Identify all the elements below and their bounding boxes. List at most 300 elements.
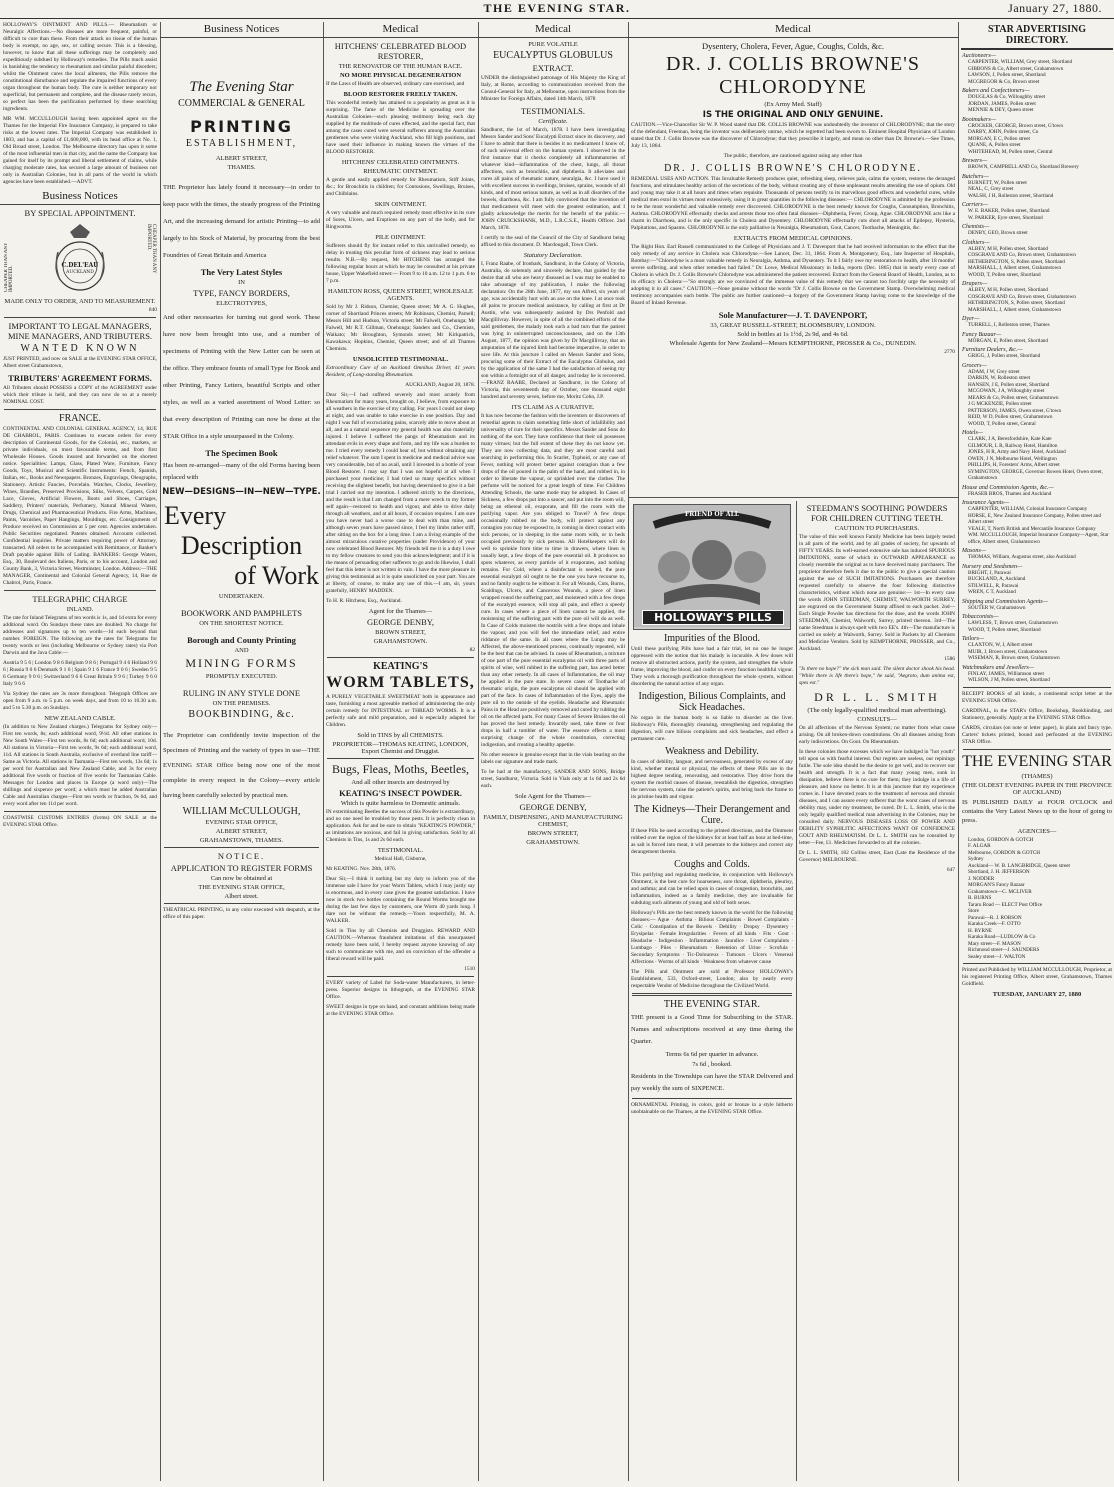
friend-of-all: FRIEND OF ALL: [684, 511, 740, 518]
extraordinary-cure: Extraordinary Cure of an Auckland Omnibus Driver, 41 years Resident, of Long-standing Rheumatism.: [326, 365, 475, 378]
rheumatic-ointment: RHEUMATIC OINTMENT.: [363, 168, 438, 175]
tributers-heading: TRIBUTERS' AGREEMENT FORMS.: [8, 373, 152, 383]
bookwork: BOOKWORK AND PAMPHLETS: [180, 608, 303, 618]
thames-label: (THAMES): [1021, 772, 1053, 780]
directory-entry: MCGREGOR & Co, Brown street: [968, 78, 1040, 85]
walker-letter: Dear Sir,—I think it nothing but my duty to inform you of the immense sale I have for your Worm Tablets, which I may justly say is enormous, and in every case gives the greatest satisfaction. I have now in stock two bottles containing the Round Worms brought me during the last few days by customers, one Worm 40 yards long. I dare not be without the remedy.—Yours respectfully, M. A. WALKER.: [326, 876, 475, 924]
directory-entry: CROCKER, GEORGE, Brown street, G'town: [968, 122, 1064, 129]
smith-text: In these colonies those excesses which we have indulged in "hot youth" tell upon us with fearful interest. Our regrets are useless, our repinings futile. The sole idea should be the desire to get well, and to recover our health and strength. It is a fact that many young men, sunk in dissipation, believe there is no cure for them; they indulge in a life of pleasure, and know no better. It is at this juncture that my experience comes in. I have devoted years to the treatment of nervous and chronic diseases, and I can assure every sufferer that the worst cases of nervous debility may, under my treatment, be cured. Dr L. L. Smith, who is the only legally qualified medical man advertising in the Colonies, may be consulted daily. NERVOUS DISEASES LOSS OF POWER AND DEBILITY SYPHILITIC AFFECTIONS WANT OF CONFIDENCE GOUT AND RHEUMATISM. Dr L. L. SMITH can be consulted by letter—Fee, £1. Medicines forwarded to all the colonies.: [799, 749, 955, 846]
agency-entry: Grahamstown—C. MCLIVER: [968, 888, 1032, 895]
directory-entry: ADAM, J W, Grey street: [968, 368, 1020, 375]
evening-star-footer-title: THE EVENING STAR: [962, 752, 1112, 770]
ruling: RULING IN ANY STYLE DONE: [182, 688, 301, 698]
worm-text: A PURELY VEGETABLE SWEETMEAT both in appearance and taste, furnishing a most agreeable method of administering the only certain remedy for INTESTINAL or THREAD WORMS. It is a perfectly safe and mild preparation, and is especially adapted for Children.: [326, 694, 475, 728]
steedman-heading: STEEDMAN'S SOOTHING POWDERS FOR CHILDREN CUTTING TEETH.: [806, 503, 948, 523]
printing-heading: PRINTING: [190, 117, 293, 136]
electrotypes: ELECTROTYPES,: [216, 300, 267, 307]
in-label: IN: [238, 279, 245, 286]
column-3: [323, 22, 479, 1481]
disease-list: Holloway's Pills are the best remedy known in the world for the following diseases:— Ague · Asthma · Bilious Complaints · Bowel Complaints · Colic · Constipation of the Bowels · Debility · Dropsy · Dysentery · Erysipelas · Female Irregularities · Fevers of all kinds · Fits · Gout · Headache · Indigestion · Inflammation · Jaundice · Liver Complaints · Lumbago · Piles · Rheumatism · Retention of Urine · Scrofula · Secondary Symptoms · Tic-Doloureux · Tumours · Ulcers · Venereal Affections · Worms of all kinds · Weakness from whatever cause: [631, 910, 793, 965]
insects-text: And all other insects are destroyed by: [351, 779, 450, 786]
agency-entry: Mary street—F. MASON: [968, 940, 1021, 947]
oldest-paper: (THE OLDEST EVENING PAPER IN THE PROVINCE OF AUCKLAND): [962, 781, 1112, 796]
agency-entry: Melbourne, GORDON & GOTCH: [968, 849, 1041, 856]
brown-street: BROWN STREET,: [527, 830, 579, 837]
tailor-emblem-ad: [4, 220, 156, 296]
notice-heading: NOTICE.: [217, 851, 266, 861]
directory-entry: TURRELL, I, Rolleston street, Thames: [968, 322, 1050, 328]
directory-entry: WOOD, T, Pollen street, Shortland: [968, 271, 1041, 278]
kidneys-text: If these Pills be used according to the printed directions, and the Ointment rubbed over the region of the kidneys for at least half an hour at bed-time, as salt is forced into meat, it will penetrate to the kidneys and correct any derangement therein.: [631, 828, 793, 855]
skin-text: A very valuable and much required remedy most effective in its cure of Sores, Ulcers, and Eruptions on any part of the body, and for Ringworms.: [326, 210, 475, 230]
section-heading: Medical: [323, 22, 478, 38]
directory-category: Chemists—: [962, 224, 990, 230]
directory-entry: BURNETT, W, Pollen street: [968, 179, 1027, 186]
france-agency-text: CONTINENTAL AND COLONIAL GENERAL AGENCY, 14, RUE DE CHABROL, PARIS. Continues to execute orders for every description of Continental Goods, for the Colonial, etc., markets, or private individuals, on most favourable terms, and from first Wholesale Houses. Goods insured and forwarded on the shortest notice. Specialities: Lamps, Glass, Plated Ware, Furniture, Fancy Goods, Toys, Musical and Scientific Instruments: French, Spanish, Italian, etc., Books and Newspapers. Bronzes, Engravings, Oleographs, Stationery. Artistic Fancies, Porcelain. Watches, Clocks, Jewellery, Wines, Brandies, Preserved Provisions, Silks, Velvets, Carpets, Gold Lace, Gloves, Artificial Flowers, Boots and Shoes, Carriages, Saddlery, Printers' materials, Perfumery, Natural Mineral Waters, Drugs, Chemical and Pharmaceutical Products. Fire Arms, Machines, Paints, Varnishes, Paper Hangings, Mouldings, etc. Consignments of Produce received on Commission at 5 per cent. Agencies undertaken. Public Securities negotiated. Patents obtained. Accounts collected. Confidential inquiries. Private matters requiring power of Attorney, transacted. All orders to be accompanied with Remittance, or Banker's Draft payable against Bills of Lading. BANKERS: George Waters, Esq., 30, Boulevard des Italiens, Paris, or to his account, London and County Bank, 3, Victoria Street, Westminster, London. Address:—THE MANAGER, Continental and Colonial General Agency, 14, Rue de Chabrol, Paris, France.: [3, 426, 157, 586]
cards-ad: CARDS, circulars (on note or letter paper), in plain and fancy type. Carters' tickets printed, bound and perforated at the EVENING STAR Office.: [962, 724, 1112, 745]
agency-entry: Sydney: [968, 856, 984, 862]
holloway-pills-illustration: [633, 504, 791, 630]
letter-to: To H. R. Hitchens, Esq., Auckland.: [326, 598, 402, 604]
no-more-degeneration: NO MORE PHYSICAL DEGENERATION: [339, 72, 462, 79]
directory-entry: MORGAN, E, Pollen street, Shortland: [968, 337, 1048, 344]
directory-entry: OWEN, J N, Melbourne Hotel, Wellington: [968, 455, 1057, 462]
telegraph-rates-table: Austria 9 5 6 | London 9 8 6 Belgium 9 8 6 | Portugal 9 4 6 Holland 9 6 6 | Russia 9 0 6 Denmark 9 1 6 | Spain 9 1 6 France 9 0 6 | Sweden 9 5 6 Germany 9 0 6 | Switzerland 9 6 6 Great Britain 9 9 6 | Turkey 9 6 0 Italy 9 6 6: [3, 660, 157, 687]
chlorodyne-title: DR. J. COLLIS BROWNE'S CHLORODYNE: [666, 53, 920, 98]
directory-entry: J G MCKENZIE, Pollen street: [968, 401, 1032, 407]
ad-number: 840: [148, 307, 157, 313]
eucalyptus-heading: EUCALYPTUS GLOBULUS: [493, 50, 613, 61]
directory-entry: BUCKLAND, A, Auckland: [968, 576, 1026, 582]
remedial-uses: REMEDIAL USES AND ACTION. This Invaluable Remedy produces quiet, refreshing sleep, relieves pain, calms the system, restores the deranged functions, and stimulates healthy action of the secretions of the body, without creating any of those unpleasant results attending the use of opium. Old and young may take it at all hours and times when requisite. Thousands of persons testify to its marvellous good effects and wonderful cures, while medical men extol its virtues most extensively, using it in great quantities in the following diseases:— CHLORODYNE is admitted by the profession to be the most wonderful and valuable remedy ever discovered. CHLORODYNE is the best remedy known for Coughs, Consumption, Bronchitis, Asthma. CHLORODYNE effectually checks and arrests those too often fatal diseases—Diphtheria, Fever, Croup, Ague. CHLORODYNE acts like a charm in Diarrhoea, and is the only specific in Cholera and Dysentery. CHLORODYNE effectually cuts short all attacks of Epilepsy, Hysteria, Palpitations, and Spasms. CHLORODYNE is the only palliative in Neuralgia, Rheumatism, Gout, Cancer, Toothache, Meningitis, &c.: [631, 176, 955, 231]
reward-caution: Sold in Tins by all Chemists and Druggists. REWARD AND CAUTION.—Whereas fraudulent imitations of this unsurpassed remedy have been sold, I hereby request anyone knowing of any such to communicate with me, and on conviction of the offender a liberal reward will be paid.: [326, 928, 475, 962]
directory-category: Carriers—: [962, 202, 989, 208]
chlorodyne-subheading: Dysentery, Cholera, Fever, Ague, Coughs, Colds, &c.: [701, 41, 885, 51]
brown-street: BROWN STREET,: [375, 629, 426, 636]
directory-entry: COSGRAVE AND Co, Brown street, Grahamstown: [968, 252, 1076, 258]
beetles-text: IN exterminating Beetles the success of this Powder is extraordinary, and no one need be troubled by those pests. It is perfectly clean in application. Ask for and be sure to obtain "KEATING'S POWDER," as imitations are noxious, and fail in giving satisfaction. Sold by all Chemists in Tins, 1s and 2s 6d each.: [326, 809, 475, 843]
specimen-book: The Specimen Book: [205, 448, 278, 458]
telegraph-rates-text: The rate for Inland Telegrams of ten words is 1s, and 1d extra for every additional word. On Sundays these rates are doubled. No charge for addresses and signatures up to ten words—1d each beyond that number. FOREIGN. The following are the rates for Telegrams for twenty words or less (including Melbourne or Sydney rates) via Port Darwin and the Java Cable:—: [3, 615, 157, 656]
hitchens-heading: HITCHENS' CELEBRATED BLOOD RESTORER,: [334, 41, 467, 61]
ornamental-printing: ORNAMENTAL Printing, in colors, gold or bronze in a style hitherto unobtainable on the Thames, at the EVENING STAR Office.: [631, 1102, 793, 1115]
albert-street-2: ALBERT STREET,: [215, 828, 268, 835]
can-obtain: Can now be obtained at: [210, 875, 273, 882]
smith-address: Dr L. L. SMITH, 182 Collins street, East (Late the Residence of the Governor) MELBOURNE.: [799, 850, 955, 863]
directory-entry: GIBBONS & Co, Albert street, Grahamstown: [968, 65, 1064, 72]
weakness-heading: Weakness and Debility.: [665, 746, 759, 757]
and-label: AND: [234, 647, 249, 654]
sweet-designs-ad: SWEET designs in type on hand, and constant additions being made at the EVENING STAR Office.: [326, 1004, 475, 1017]
grahamstown-thames: GRAHAMSTOWN, THAMES.: [199, 837, 284, 844]
receipt-books-ad: RECEIPT BOOKS of all kinds, a continental script letter at the EVENING STAR Office.: [962, 690, 1112, 704]
directory-list: [959, 53, 1114, 684]
directory-entry: WOOD, T, Pollen street, Central: [968, 420, 1036, 427]
agent-thames: Agent for the Thames—: [368, 608, 433, 615]
section-heading: Medical: [628, 22, 958, 38]
genuine-text: No other essence is genuine except that in the vials bearing on the labels our signature and trade mark.: [481, 752, 625, 765]
directory-entry: HETHERINGTON, S, Pollen street, Shortland: [968, 300, 1065, 306]
directory-entry: QUANE, A, Pollen street: [968, 142, 1021, 148]
of-work-heading: of Work: [234, 561, 319, 590]
terms-text: Terms 6s 6d per quarter in advance.: [665, 1051, 759, 1058]
townships-text: Residents in the Townships can have the STAR Delivered and pay weekly the sum of SIXPENCE.: [631, 1073, 793, 1092]
newspaper-title: THE EVENING STAR.: [483, 1, 631, 15]
undertaken: UNDERTAKEN.: [218, 593, 265, 600]
coastwise-customs-ad: COASTWISE CUSTOMS ENTRIES (forms) ON SALE at the EVENING STAR Office.: [3, 815, 157, 828]
pile-ointment: PILE OINTMENT.: [375, 234, 426, 241]
sold-tins: Sold in TINS by all CHEMISTS.: [357, 732, 444, 739]
mining-forms: MINING FORMS: [185, 656, 298, 670]
appointment-title: BY SPECIAL APPOINTMENT.: [24, 208, 136, 218]
town-clerk-text: I certify to the seal of the Council of the City of Sandhurst being affixed to this document. D. Macdougall, Town Clerk.: [481, 235, 625, 248]
directory-entry: SOUTER W, Grahamstown: [968, 604, 1026, 611]
directory-category: Butchers—: [962, 173, 989, 180]
indigestion-heading: Indigestion, Bilious Complaints, and Sick Headaches.: [638, 691, 786, 713]
agency-entry: Auckland— W. B. LANGBRIDGE, Queen street: [968, 862, 1071, 869]
directory-entry: CLARK, J A, Beresfordshire, Kate Kate: [968, 436, 1052, 442]
directory-entry: COSGRAVE AND Co, Brown street, Grahamstown: [968, 293, 1076, 300]
register-forms: APPLICATION TO REGISTER FORMS: [170, 863, 313, 873]
insect-powder: KEATING'S INSECT POWDER.: [339, 788, 462, 798]
directory-entry: LAWLESS, T, Brown street, Grahamstown: [968, 620, 1058, 626]
directory-category: Brewers—: [962, 158, 988, 164]
directory-category: Furniture Dealers, &c.—: [962, 347, 1023, 353]
thames: THAMES.: [227, 164, 256, 171]
medical-opinions: The Right Hon. Earl Russell communicated to the College of Physicians and J. T. Davenport that he had received information to the effect that the only remedy of any service in Cholera was Chlorodyne.—See Lancet, Dec. 31, 1864. From A. Montgomery, Esq., late Inspector of Hospitals, Bombay:—"Chlorodyne is a most valuable remedy in Neuralgia, Asthma, and Dysentery. To it I fairly owe my restoration to health, after 18 months' severe suffering, and when other remedies had failed." Dr. Lowe, Medical Missionary in India, reports (Dec. 1865) that in nearly every case of Cholera in which Dr. J. Collis Browne's Chlorodyne was administered the patient recovered. Extract from the General Board of Health, London, as to its efficacy in Cholera:—"So strongly are we convinced of the immense value of this remedy that we cannot too forcibly urge the necessity of adopting it in all cases." CAUTION.—None genuine without the words "Dr J. Collis Browne on the Government Stamp. Overwhelming medical testimony accompanies each bottle. The public are further cautioned—a forgery of the Government Stamp having come to the knowledge of the Board of Inland Revenue.: [631, 244, 955, 306]
directory-entry: FRASER BROS, Thames and Auckland: [968, 490, 1052, 497]
subscribe-text: THE present is a Good Time for Subscribing to the STAR. Names and subscriptions received at any time during the Quarter.: [631, 1014, 793, 1045]
coat-of-arms-emblem: [48, 222, 112, 294]
grahamstown: GRAHAMSTOWN.: [526, 839, 580, 846]
directory-entry: WALSH, J H, Rolleston street, Shortland: [968, 192, 1054, 199]
evening-star-blackletter: The Evening Star: [189, 79, 294, 95]
nz-cable-text: (In addition to New Zealand charges.) Telegrams for Sydney only—First ten words, 8s; each additional word, 9½d. All other stations in New South Wales—First ten words, 8s 6d; each additional word, 10d. All stations in Victoria—First ten words, 9s 6d; each additional word, 11d. All stations in South Australia, exclusive of overland line tariff—Same as Victoria. All stations in Tasmania—First ten words, 13s 6d; 1s per word for Australian and New Zealand Cable, and 3s for every additional five words or fraction of five words for Tasmanian Cable. Messages for London and places in Europe (a word only)—The shillings and sixpence per word; a which must be added Australian Cable and Australian charges—First ten words or fraction, 9s 6d, and every word after ten 11d per word.: [3, 724, 157, 807]
grahamstown: GRAHAMSTOWN.: [373, 638, 428, 645]
directory-category: Dyer—: [962, 316, 980, 322]
cardinal-ad: CARDINAL, in the STAR's Office, Bookshop, Bookbinding, and Stationery, generally. Apply at the EVENING STAR Office.: [962, 707, 1112, 721]
keatings-heading: KEATING'S: [373, 661, 428, 672]
directory-entry: MUIR, J, Brown street, Grahamstown: [968, 648, 1048, 655]
kidneys-heading: The Kidneys—Their Derangement and Cure.: [633, 804, 791, 826]
label-ad: EVERY variety of Label for Soda-water Manufacturers, in letter-press. Superior designs in lithograph, at the EVENING STAR Office.: [326, 980, 475, 1000]
specimen-text: Has been re-arranged—many of the old Forms having been replaced with: [163, 462, 320, 481]
france-heading: FRANCE.: [59, 413, 101, 424]
ad-number-647: 647: [946, 867, 955, 873]
issue-date: January 27, 1880.: [1008, 1, 1102, 15]
directory-category: Grocers—: [962, 362, 987, 369]
statutory-heading: Statutory Declaration.: [523, 252, 583, 259]
directory-category: House and Commission Agents, &c.—: [962, 484, 1054, 491]
directory-entry: WM. MCCULLOUGH, Imperial Insurance Company—Agent, Star office, Albert street, Grahamstown: [968, 532, 1109, 545]
bottle-prices: Sold in bottles at 1s 1½d, 2s 9d, and 4s 6d.: [737, 331, 849, 338]
nz-cable-heading: NEW ZEALAND CABLE.: [44, 715, 116, 722]
evening-star-heading: THE EVENING STAR.: [663, 999, 761, 1010]
directory-entry: WISEMAN, R, Brown street, Grahamstown: [968, 655, 1060, 661]
agency-entry: Sealey street—J. WALTON: [968, 953, 1026, 960]
wanted-text: JUST PRINTED, and now on SALE at the EVENING STAR OFFICE, Albert street Grahamstown,: [3, 356, 157, 369]
on-premises: ON THE PREMISES.: [212, 700, 271, 707]
establishment-heading: ESTABLISHMENT,: [185, 138, 298, 149]
cherub-pillbox-image: [634, 505, 790, 627]
directory-entry: MEARS & Co, Pollen street, Grahamstown: [968, 394, 1059, 401]
bookbinding: BOOKBINDING, &c.: [188, 709, 295, 720]
raabe-declaration: I, Franz Raabe, of Ironbark, Sandhurst, in the Colony of Victoria, Australia, do solemnly and sincerely declare, that guided by the desire that all who are heavy diseased as I was may be enabled to take advantage of my publication, I make the following declaration: On the 28th June, 1877, my son Alfred, six years of age, was accidentally hurt with an axe on the knee. I at once took all pains to procure medical assistance, by calling at first at Dr Austin, who was subsequently assisted by Drs Penfold and Macgillivray. However, in spite of all the combined efforts of the said gentlemen, the malady took such a bad turn that the patient was lying in uninterrupted unconsciousness, and on the 13th August, 1877, the opinion was given by Dr Macgillivray, that an amputation of the injured limb had become imperative, in order to save life. At this juncture I called on Messrs Sander and Sons, procuring some of their Extract of the Eucalyptus Globulus, and by the application of the same I had the satisfaction of seeing my son within a fortnight out of all danger, and today he is recovered.—FRANZ RAABE, Declared at Sandhurst, in the Colony of Victoria, this seventeenth day of October, one thousand eight hundred and seventy seven, before me, Moritz Cohn, J.P.: [481, 261, 625, 400]
directory-category: Bakers and Confectioners—: [962, 88, 1030, 94]
ad-number-1586: 1586: [944, 656, 955, 662]
directory-entry: DARBY, JOHN, Pollen street, Co: [968, 129, 1039, 135]
directory-entry: JORDAN, JAMES, Pollen street: [968, 100, 1036, 107]
directory-category: Nursery and Seedsmen—: [962, 563, 1023, 570]
inland-heading: INLAND.: [66, 606, 94, 613]
original-genuine: IS THE ORIGINAL AND ONLY GENUINE.: [702, 110, 884, 120]
directory-entry: MORGAN, E C, Pollen street: [968, 135, 1030, 142]
agency-entry: London, GORDON & GOTCH: [968, 836, 1034, 843]
directory-entry: DARKIN, W, Rolleston street: [968, 375, 1031, 381]
column-4: [478, 22, 629, 1481]
cruickshank-text: Sandhurst, the 1st of March, 1878. I have been investigating Messrs Sander and Sons' Eucalypti Extract since its discovery, and I have to admit that there is besides it no medicament I know of, of such universal effect on the human system. I observed in the first instance that it checks completely all inflammatories of whatever kind—inflammation of the chest, lungs, all throat affections, such as bronchitis, and diphtheria. It alleviates and cures all pains of rheumatic nature, neuralgia, &c. I have used it with excellent success in swellings, bruises, sprains, wounds of all kinds, and of most serious nature, as well as in all disorders of the bowels, diarrhoea, &c. I am fully convinced that the invention of that medicament will meet with the greatest estimation, and I gladly acknowledge the merits for the benefit of the public.—JOHN CRUICKSHANK, M.D., L.R.C.S.E., Health Officer. 2nd March, 1878.: [481, 127, 625, 231]
published-text: IS PUBLISHED DAILY at FOUR O'CLOCK and contains the Very Latest News up to the hour of going to press.: [962, 798, 1112, 824]
blood-restorer: BLOOD RESTORER FREELY TAKEN.: [343, 91, 458, 98]
directory-entry: HANSEN, J E, Pollen street, Shortland: [968, 381, 1050, 388]
agency-entry: Richmond street—J. SAUNDERS: [968, 947, 1040, 953]
coughs-heading: Coughs and Colds.: [674, 859, 750, 870]
albert-street: ALBERT STREET,: [215, 155, 268, 162]
cautioned-text: The public, therefore, are cautioned against using any other than: [723, 153, 863, 159]
directory-entry: WOOD, T, Pollen street, Shortland: [968, 626, 1041, 633]
cdeleau-city: AUCKLAND: [66, 270, 94, 275]
column-6: [796, 501, 959, 1481]
directory-entry: NEAL, C, Grey street: [968, 186, 1014, 192]
directory-entry: STILWELL, R, Parawai: [968, 582, 1019, 589]
keating-proprietor: PROPRIETOR—THOMAS KEATING, LONDON, Export Chemist and Druggist.: [332, 741, 469, 755]
directory-category: Masons—: [962, 548, 987, 554]
directory-category: Watchmakers and Jewellers—: [962, 664, 1035, 671]
holloways-pills-banner: HOLLOWAY'S PILLS: [642, 610, 784, 625]
agency-entry: H. BYRNE: [968, 927, 992, 934]
latest-styles: The Very Latest Styles: [200, 267, 283, 277]
consults-label: CONSULTS—: [857, 716, 897, 723]
column-1: [0, 22, 161, 1481]
consults-text: On all affections of the Nervous System; no matter from what cause arising. On all broken-down constitutions. On all diseases arising from early indiscretions. On Gout. On Rheumatism.: [799, 725, 955, 745]
section-heading: Business Notices: [160, 22, 323, 38]
rheumatic-text: A gentle and easily applied remedy for Rheumatism, Stiff Joints, &c.; for Bronchitis in children; for Contusions, Swellings, Bruises, and Chilblains.: [326, 177, 475, 197]
skin-ointment: SKIN OINTMENT.: [374, 201, 427, 208]
agency-entry: Tararu Road — ELECT Post Office: [968, 901, 1043, 908]
agency-entry: Parawai—R. J. ROBSON: [968, 914, 1022, 921]
booked-text: 7s 6d , booked.: [692, 1061, 732, 1068]
directory-category: Auctioneers—: [962, 53, 996, 59]
directory-entry: LAWSON, J, Pollen street, Shortland: [968, 72, 1046, 78]
bugs-heading: Bugs, Fleas, Moths, Beetles,: [332, 762, 469, 776]
tributers-text: All Tributers should POSSESS a COPY of the AGREEMENT under which their tribute is held, and they can now do so at a merely NOMINAL COST.: [3, 385, 157, 405]
directory-category: Insurance Agents—: [962, 500, 1010, 506]
made-to-order: MADE ONLY TO ORDER, AND TO MEASUREMENT.: [4, 298, 156, 305]
certificate-heading: Certificate.: [538, 118, 568, 125]
directory-entry: HETHERINGTON, S, Pollen street, Shortland: [968, 258, 1065, 265]
directory-entry: WREN, C T, Auckland: [968, 589, 1016, 595]
directory-entry: PHILLIPS, H, Foresters' Arms, Albert street: [968, 462, 1060, 468]
eso-label-2: THE EVENING STAR OFFICE,: [198, 884, 285, 891]
section-heading: Medical: [478, 22, 628, 38]
pure-volatile: PURE VOLATILE: [528, 41, 578, 48]
directory-entry: FINLAY, JAMES, Williamson street: [968, 670, 1044, 677]
impurities-text: Until these purifying Pills have had a fair trial, let no one be longer oppressed with the notion that his malady is incurable. A few doses will remove all obstructed actions, purify the system, and strengthen the whole frame, improving the blood, and confer on every function healthful vigour. They work a thorough purification throughout the whole system, without disordering the natural action of any organ.: [631, 646, 793, 687]
directory-entry: W. E. BAKER, Pollen street, Shortland: [968, 208, 1050, 214]
directory-category: Tailors—: [962, 636, 985, 642]
directory-entry: HORSE, E, New Zealand Insurance Company, Pollen street and Albert street: [968, 512, 1101, 525]
column-2: [160, 22, 324, 1481]
ex-army: (Ex Army Med. Staff): [764, 101, 822, 108]
patronage-text: UNDER the distinguished patronage of His Majesty the King of Italy, at Rome, according to communication received from the Consul-General for Italy, at Melbourne, upon instructions from the Minister for Foreign Affairs, dated 14th March, 1878: [481, 75, 625, 102]
legal-managers-heading: IMPORTANT TO LEGAL MANAGERS, MINE MANAGERS, AND TRIBUTERS.: [7, 321, 153, 341]
printed-by: Printed and Published by WILLIAM MCCULLOUGH, Proprietor, at his registered Printing Office, Albert street, Grahamstown, Thames Goldfield.: [962, 967, 1112, 987]
inspection-text: The Proprietor can confidently invite inspection of the Specimen of Printing and the variety of types in use—THE EVENING STAR Office being now one of the most complete in every respect in the Colony—every article having been carefully selected by practical men.: [163, 732, 320, 799]
pile-text: Sufferers should fly for instant relief to this unrivalled remedy, so delay in treating this peculiar form of sickness may lead to serious results. N.B.—By request, Mr HITCHENS has arranged the following regular hours at which he may be consulted at his private house, Upper Wakefield street:— From 9 to 10 a.m. 12 to 1 p.m. 6 to 7 p.m.: [326, 243, 475, 284]
directory-entry: BRIGHT, J, Parawai: [968, 569, 1011, 576]
directory-category: Drapers—: [962, 281, 988, 287]
directory-entry: MENNIE & DEY, Queen street: [968, 107, 1034, 113]
impurities-heading: Impurities of the Blood.: [663, 633, 761, 644]
column-7: [958, 22, 1114, 1481]
harmless: Which is quite harmless to Domestic animals.: [340, 800, 461, 807]
directory-entry: BROWN, CAMPBELL AND Co, Shortland Brewery: [968, 164, 1079, 170]
every-heading: Every: [164, 501, 227, 530]
hamilton-agents: HAMILTON ROSS, QUEEN STREET, WHOLESALE AGENTS.: [328, 288, 473, 302]
directory-entry: GILMOUR, L R, Railway Hotel, Hamilton: [968, 442, 1058, 449]
directory-entry: CARPENTER, WILLIAM, Grey street, Shortland: [968, 59, 1073, 65]
wanted-known-heading: WANTED KNOWN: [20, 343, 140, 354]
column-5: [628, 501, 797, 1481]
directory-entry: SYMINGTON, GEORGE, Governor Bowen Hotel, Owen street, Grahamstown: [968, 468, 1103, 481]
madden-letter: Dear Sir,—I had suffered severely and most acutely from Rheumatism for many years, brought on, I believe, from exposure to all weathers in the exercise of my calling. For years I could not sleep at night, and was unable to take exercise in one position. Day and night I was full of excruciating pains, scarcely able to move about at all, and as a natural sequence my general health was also materially injured. I believe I suffered the pangs of Rheumatism and its attendant evils in every shape and form, and my life was a burden to me. I tried every remedy I could hear of, but without obtaining any relief whatever. The sum I spent in medicine and medical advice was very considerable, but of no avail, until I invested in a bottle of your Blood Restorer. I may say that I was not hopeful at all when I purchased your medicine; I had tried so many specifics without receiving the slightest benefit, but having determined to give it a fair trial I carried out my intention. I adhered strictly to the directions, and the result is that I am changed from a mere wreck to my former self again—restored to health and vigour, and able to drive daily through all weathers, and at all hours, if occasion requires. I am sure you have never had a worse case to deal with than mine, and although seven years have passed since, I feel my limbs rather stiff, after sitting on the box for a long time. I am a living example of the almost miraculous curative properties (under Providence) of your now celebrated Blood Restorer. My friends tell me it is a duty I owe to my fellow creatures to send you this acknowledgment; and if it is the means of persuading other sufferers to go and do likewise, I shall feel that this letter is not written in vain. I have the more pleasure in giving this testimonial as it is quite unsolicited on your part. You are at liberty, of course, to make any use of this.—I am, sir, yours gratefully, HENRY MADDEN.: [326, 392, 475, 594]
testimonial-heading: TESTIMONIAL.: [377, 847, 424, 854]
sellers-text: Sold by Mr J. Ridson, Chemist, Queen street; Mr A. G. Hughes, corner of Shortland Princes streets; Mr Robinson, Chemist, Parnell; Messrs Hill and Hudson, Victoria street; Mr Falwell, Onehunga; Mr Falwell, Mr R.T. Gillman, Onehunga; Sanders and Co., Chemists, Waikato; Mr Broughton, Symonds street; Mr Kirkpatrick, Kawakawa; Hopkins, Chemist, Queen street; and of all Thames Chemists.: [326, 304, 475, 352]
caution-text: CAUTION.—Vice-Chancellor Sir W. P. Wood stated that DR. COLLIS BROWNE was undoubtedly the inventor of CHLORODYNE; that the story of the defendant, Freeman, being the inventor was deliberately untrue, which he regretted had been sworn to. Eminent Hospital Physicians of London stated that Dr. J. Collis Browne was the discoverer of Chlorodyne; that they prescribe it largely, and mean no other than Dr. Browne's.—See Times, July 13, 1864.: [631, 122, 955, 149]
medical-hall: Medical Hall, Gisborne,: [374, 856, 427, 862]
albert-street-3: Albert street.: [224, 893, 259, 900]
claim-heading: ITS CLAIM AS A CURATIVE.: [511, 404, 595, 411]
directory-category: Hotels—: [962, 430, 983, 436]
cdeleau-name: C.DEL'EAU: [61, 262, 99, 269]
theatrical-printing: THEATRICAL PRINTING, in any color executed with despatch, at the office of this paper.: [163, 907, 320, 920]
directory-entry: DENBY, GEO, Brown street: [968, 230, 1028, 236]
directory-entry: WILSON, J M, Pollen street, Shortland: [968, 677, 1050, 683]
steedman-text: The value of this well known Family Medicine has been largely tested in all parts of the world, and by all grades of society, for upwards of FIFTY YEARS. Its well-earned extensive sale has induced SPURIOUS IMITATIONS, some of which in OUTWARD APPEARANCE so closely resemble the original as to have deceived many purchasers. The proprietor therefore feels it due to the public to give a special caution against the use of SUCH IMITATIONS. Purchasers are therefore requested carefully to observe the four following distinctive characteristics, without which none are genuine:— 1st—In every case the words JOHN STEEDMAN, CHEMIST, WALWORTH SURREY, are engraved on the Government Stamp affixed to each packet. 2nd—Each Single Powder has directions for the dose, and the words JOHN STEEDMAN, Chemist, Walworth, Surrey, printed thereon. 3rd—The name Steedman is always spelt with two EE's. 4th—The manufacture is carried on solely at Walworth, Surrey. Sold in Packets by all Chemists and Medicine Vendors. Sold by KEMPTHORNE, PROSSER, and Co., Auckland.: [799, 534, 955, 652]
coughs-text: This purifying and regulating medicine, in conjunction with Holloway's Ointment, is the best cure for hoarseness, sore throat, diphtheria, pleurisy, and asthma; and can be relied upon in cases of congestion, bronchitis, and inflammation, indeed as a family medicine, they are invaluable for subduing such ailments of young and old of both sexes.: [631, 872, 793, 906]
curative-text: It has now become the fashion with the inventors or discoverers of remedial agents to claim something little short of infallibility and universality of cure for their specifics. Messrs Sander and Sons do nothing of the sort. They have confidence that their oil possesses many virtues; but the full extent of these they do not know yet. They are now collecting data, and they are most careful and searching in performing this. In Scarlet, Typhoid, or any case of Fever, nothing will protect better against contagion than a few drops of the oil poured in the palm of the hand, and rubbed in, in order to liberate the vapour, or sprinkled over the clothes. The perfume will be noticed for a great length of time. For Children Attending Schools, the same mode may be adopted. In Cases of Sickness, a few drops put into a saucer, and put into the room will, being an ethereal oil, evaporate, and fill the room with the purifying vapor. Are you obliged to Travel? A few drops occasionally rubbed on the body, will protect against any contagion you may be exposed to, in coming in direct contact with sick persons, or in sleeping in the same room with, or in beds occupied previously by sick persons. All Hotelkeepers will do well to sprinkle from time to time in drawers, where linen is usually kept, a few drops of the pure essential oil. It produces no spots whatever, as every particle of it evaporates, and nothing remains. For Cold, where a disinfectant is needed, the pure essential eucalypti oil ought to be the one you have recourse to, and no family ought to be without it. For all Wounds, Cuts, Burns, Scaldings, Ulcers, and Cancerous Wounds, a piece of linen wrapped round the suffering part, and moistened with a few drops of the eucalypti essence, will stop all pain, and effect a speedy cure. In cases where a piece of linen cannot be applied, the moistening of the suffering part with the pure oil will do as well. In Case of Colds moisten the nostrils with a few drops and inhale the vapour, and you will feel the immediate relief, and entire riddance of the same. In all cases where the Lungs may be Affected, the above-mentioned process, continually repeated, will be the best that can be advised. In cases of Rheumatism, a mixture of one part of the pure essential eucalyptus oil with three parts of spirits of wine, well rubbed in the suffering part, has acted better than any other remedy. In all cases of Inflammation, the oil may be applied in the pure state. In severe cases of Toothache of rheumatic origin, the pure eucalyptus oil should be applied with part of the face. In cases of Inflammation of the Eyes, apply the pure oil to the outside of the eyelids. Headache and Rheumatic Pains in the Head are positively removed and cured by rubbing the oil on the affected parts. For many Cases of Severe Bruises the oil has proved the best remedy. Inwardly used, take three or four drops in half a tumbler of water. The essence effects a most surprising change of the whole constitution, correcting indigestion, and creating a healthy appetite.: [481, 413, 625, 748]
shortest-notice: ON THE SHORTEST NOTICE.: [199, 620, 284, 627]
directory-category: Clothiers—: [962, 239, 990, 246]
directory-entry: WHITEHEAD, M, Pollen street, Central: [968, 148, 1053, 155]
promptly-executed: PROMPTLY EXECUTED.: [205, 673, 278, 680]
agency-entry: Shortland, J. H. JEFFERSON: [968, 869, 1030, 875]
directory-entry: ALBEY, M H, Pollen street, Shortland: [968, 245, 1049, 252]
directory-category: Tobacconists—: [962, 614, 999, 620]
telegraph-hours-text: Via Sydney the rates are 3s more throughout. Telegraph Offices are open from 9 a.m. to 5 p.m. on week days, and from 10 to 10.30 a.m. and 5 to 5.30 p.m. on Sundays.: [3, 691, 157, 711]
caution-purchasers: CAUTION TO PURCHASERS.: [834, 525, 920, 532]
agency-entry: J. NODDER: [968, 875, 995, 882]
davenport-address: 33, GREAT RUSSELL-STREET, BLOOMSBURY, LONDON.: [710, 322, 876, 329]
directory-entry: CARPENTER, WILLIAM, Colonial Insurance Company: [968, 506, 1088, 512]
directory-entry: GRIGG, J, Pollen street, Shortland: [968, 353, 1041, 359]
worm-tablets: WORM TABLETS,: [326, 674, 475, 691]
nz-wholesale: Wholesale Agents for New Zealand—Messrs KEMPTHORNE, PROSSER & Co., DUNEDIN.: [669, 340, 917, 347]
directory-entry: VEALE, T, North British and Mercantile Insurance Company: [968, 525, 1096, 532]
mr-keating: Mr KEATING. Nov. 28th, 1876.: [326, 866, 397, 872]
commercial-general: COMMERCIAL & GENERAL: [178, 98, 305, 109]
ad-number-1510: 1510: [464, 966, 475, 972]
cheaper-right: CHEAPER THAN ANY IMPORTED.: [146, 224, 156, 274]
sick-man-verse: "Is there no hope?" the sick man said. The silent doctor shook his head. "While there is life there's hope," he said, "Aegroto, dum anima est, spes est.": [799, 666, 955, 686]
description-heading: Description: [180, 531, 303, 560]
dr-smith-heading: DR L. L. SMITH: [814, 690, 940, 704]
directory-entry: W. PARKER, Eyre street, Shortland: [968, 214, 1043, 221]
agency-entry: F. ALGAR: [968, 843, 991, 849]
ointments-heading: HITCHENS' CELEBRATED OINTMENTS.: [341, 159, 460, 166]
masthead: [0, 0, 1114, 19]
ad-number-2770: 2770: [944, 349, 955, 355]
extracts-heading: EXTRACTS FROM MEDICAL OPINIONS.: [733, 235, 853, 242]
renovator: THE RENOVATOR OF THE HUMAN RACE.: [338, 63, 463, 70]
unsolicited-heading: UNSOLICITED TESTIMONIAL.: [352, 356, 449, 363]
agencies-list: [959, 837, 1114, 961]
indigestion-text: No organ in the human body is so liable to disorder as the liver. Holloway's Pills, thoroughly cleansing, strengthening and regulating the digestion, will cure bilious complaints and sick headaches, and effect a permanent cure.: [631, 715, 793, 742]
directory-entry: REID, W D, Pollen street, Grahamstown: [968, 414, 1053, 420]
borough-printing: Borough and County Printing: [187, 635, 296, 645]
george-denby: GEORGE DENBY,: [519, 802, 587, 812]
mccullough-insurance-notice: MR WM. MCCULLOUGH having been appointed agent on the Thames for the Imperial Fire Insurance Company, is prepared to take risks at the lowest rates. The Imperial Company was established in 1803, and has a capital of £1,600,000, with its head office at No. 1, Old Broad street, London. The Melbourne directory has upon it some of the most influential men in that city, and the name the Company has gained for itself by its prompt and liberal settlement of claims, while charging moderate rates, has secured a large amount of business not only in Australian Colonies, but in all parts of the world in which agencies have been established.—ADVT.: [3, 116, 157, 185]
agencies-heading: AGENCIES—: [1017, 827, 1057, 835]
collis-browne-repeat: DR. J. COLLIS BROWNE'S CHLORODYNE.: [664, 163, 922, 174]
directory-entry: CLAXTON, W, J, Albert street: [968, 642, 1033, 648]
ad-number-82: 82: [469, 647, 475, 653]
eso-label: EVENING STAR OFFICE,: [205, 819, 278, 826]
holloway-sold: The Pills and Ointment are sold at Professor HOLLOWAY's Establishment, 533, Oxford-street, London; also by nearly every respectable Vendor of Medicine throughout the Civilized World.: [631, 969, 793, 989]
section-heading: Business Notices: [0, 189, 160, 205]
sole-manufacturer: Sole Manufacturer—J. T. DAVENPORT,: [718, 310, 868, 320]
extract-heading: EXTRACT.: [532, 63, 574, 73]
footer-date: TUESDAY, JANUARY 27, 1880: [992, 991, 1082, 998]
chlorodyne-ad: [628, 22, 959, 498]
telegraphic-heading: TELEGRAPHIC CHARGE: [32, 594, 128, 604]
manufactory-text: To be had at the manufactory, SANDER AND SONS, Bridge street, Sandhurst, Victoria. Sold in Vials only at 1s 6d and 2s 6d each.: [481, 769, 625, 789]
directory-entry: PATTERSON, JAMES, Owen street, G'town: [968, 407, 1062, 414]
laws-text: If the Laws of Health are observed, ordinary care exercised, and: [326, 81, 465, 87]
chemist-title: FAMILY, DISPENSING, AND MANUFACTURING CHEMIST,: [483, 814, 623, 828]
testimonials-heading: TESTIMONIALS.: [521, 106, 585, 116]
directory-entry: MCGOWAN, J A, Willoughby street: [968, 388, 1045, 394]
hitchens-text: This wonderful remedy has attained to a popularity as great as it is surprising. The fame of the Medicine is spreading over the Australian Colonies—such pleasing testimony being each day supplied by the multitude of cures effected, and the special fact, that among the cases cured were several sufferers among the Australian gentlemen who were visiting Auckland, who fill high positions, and have used their influence in making known the virtues of the BLOOD RESTORER.: [326, 100, 475, 155]
weakness-text: In cases of debility, languor, and nervousness, generated by excess of any kind, whether mental or physical, the effects of these Pills are in the highest degree tending, renovating, and restorative. They drive from the system the morbid causes of disease, reestablish the digestion, strengthen the nervous system, raise the patient's spirits, and bring back the frame to its pristine health and vigour.: [631, 759, 793, 800]
proprietor-name: WILLIAM McCULLOUGH,: [182, 806, 301, 817]
george-denby: GEORGE DENBY,: [367, 617, 434, 627]
agency-entry: MORGAN'S Fancy Bazaar: [968, 882, 1025, 888]
directory-category: Shipping and Commission Agents—: [962, 598, 1049, 605]
sole-agent: Sole Agent for the Thames—: [514, 793, 592, 800]
directory-entry: ALBEY, M H, Pollen street, Shortland: [968, 287, 1049, 293]
letter-date: AUCKLAND, August 20, 1878.: [405, 382, 475, 388]
directory-category: Fancy Bazaar—: [962, 331, 1002, 338]
directory-entry: MARSHALL, J, Albert street, Grahamstown: [968, 306, 1061, 313]
directory-entry: JONES, H R, Army and Navy Hotel, Auckland: [968, 449, 1066, 455]
directory-entry: MARSHALL, J, Albert street, Grahamstown: [968, 265, 1061, 271]
agency-entry: Karaka Creek—F. OTTO: [968, 921, 1021, 927]
proprietor-text-2: And other necessaries for turning out good work. These have now been brought into use, and a number of specimens of Printing with the New Letter can be seen at the office. They embrace founts of small Type for Book and other Printing, Fancy Letters, beautiful Scripts and other styles, as well as a varied assortment of Wood Letter: so that every description of Printing can now be done at the STAR Office in a style unsurpassed in the Colony.: [163, 314, 320, 440]
new-designs: NEW—DESIGNS—IN—NEW—TYPE.: [162, 487, 321, 497]
dr-smith-qualified: (The only legally-qualified medical man advertising).: [807, 707, 947, 714]
cheaper-left: CHEAPER THAN ANY IMPORTED.: [4, 242, 14, 292]
